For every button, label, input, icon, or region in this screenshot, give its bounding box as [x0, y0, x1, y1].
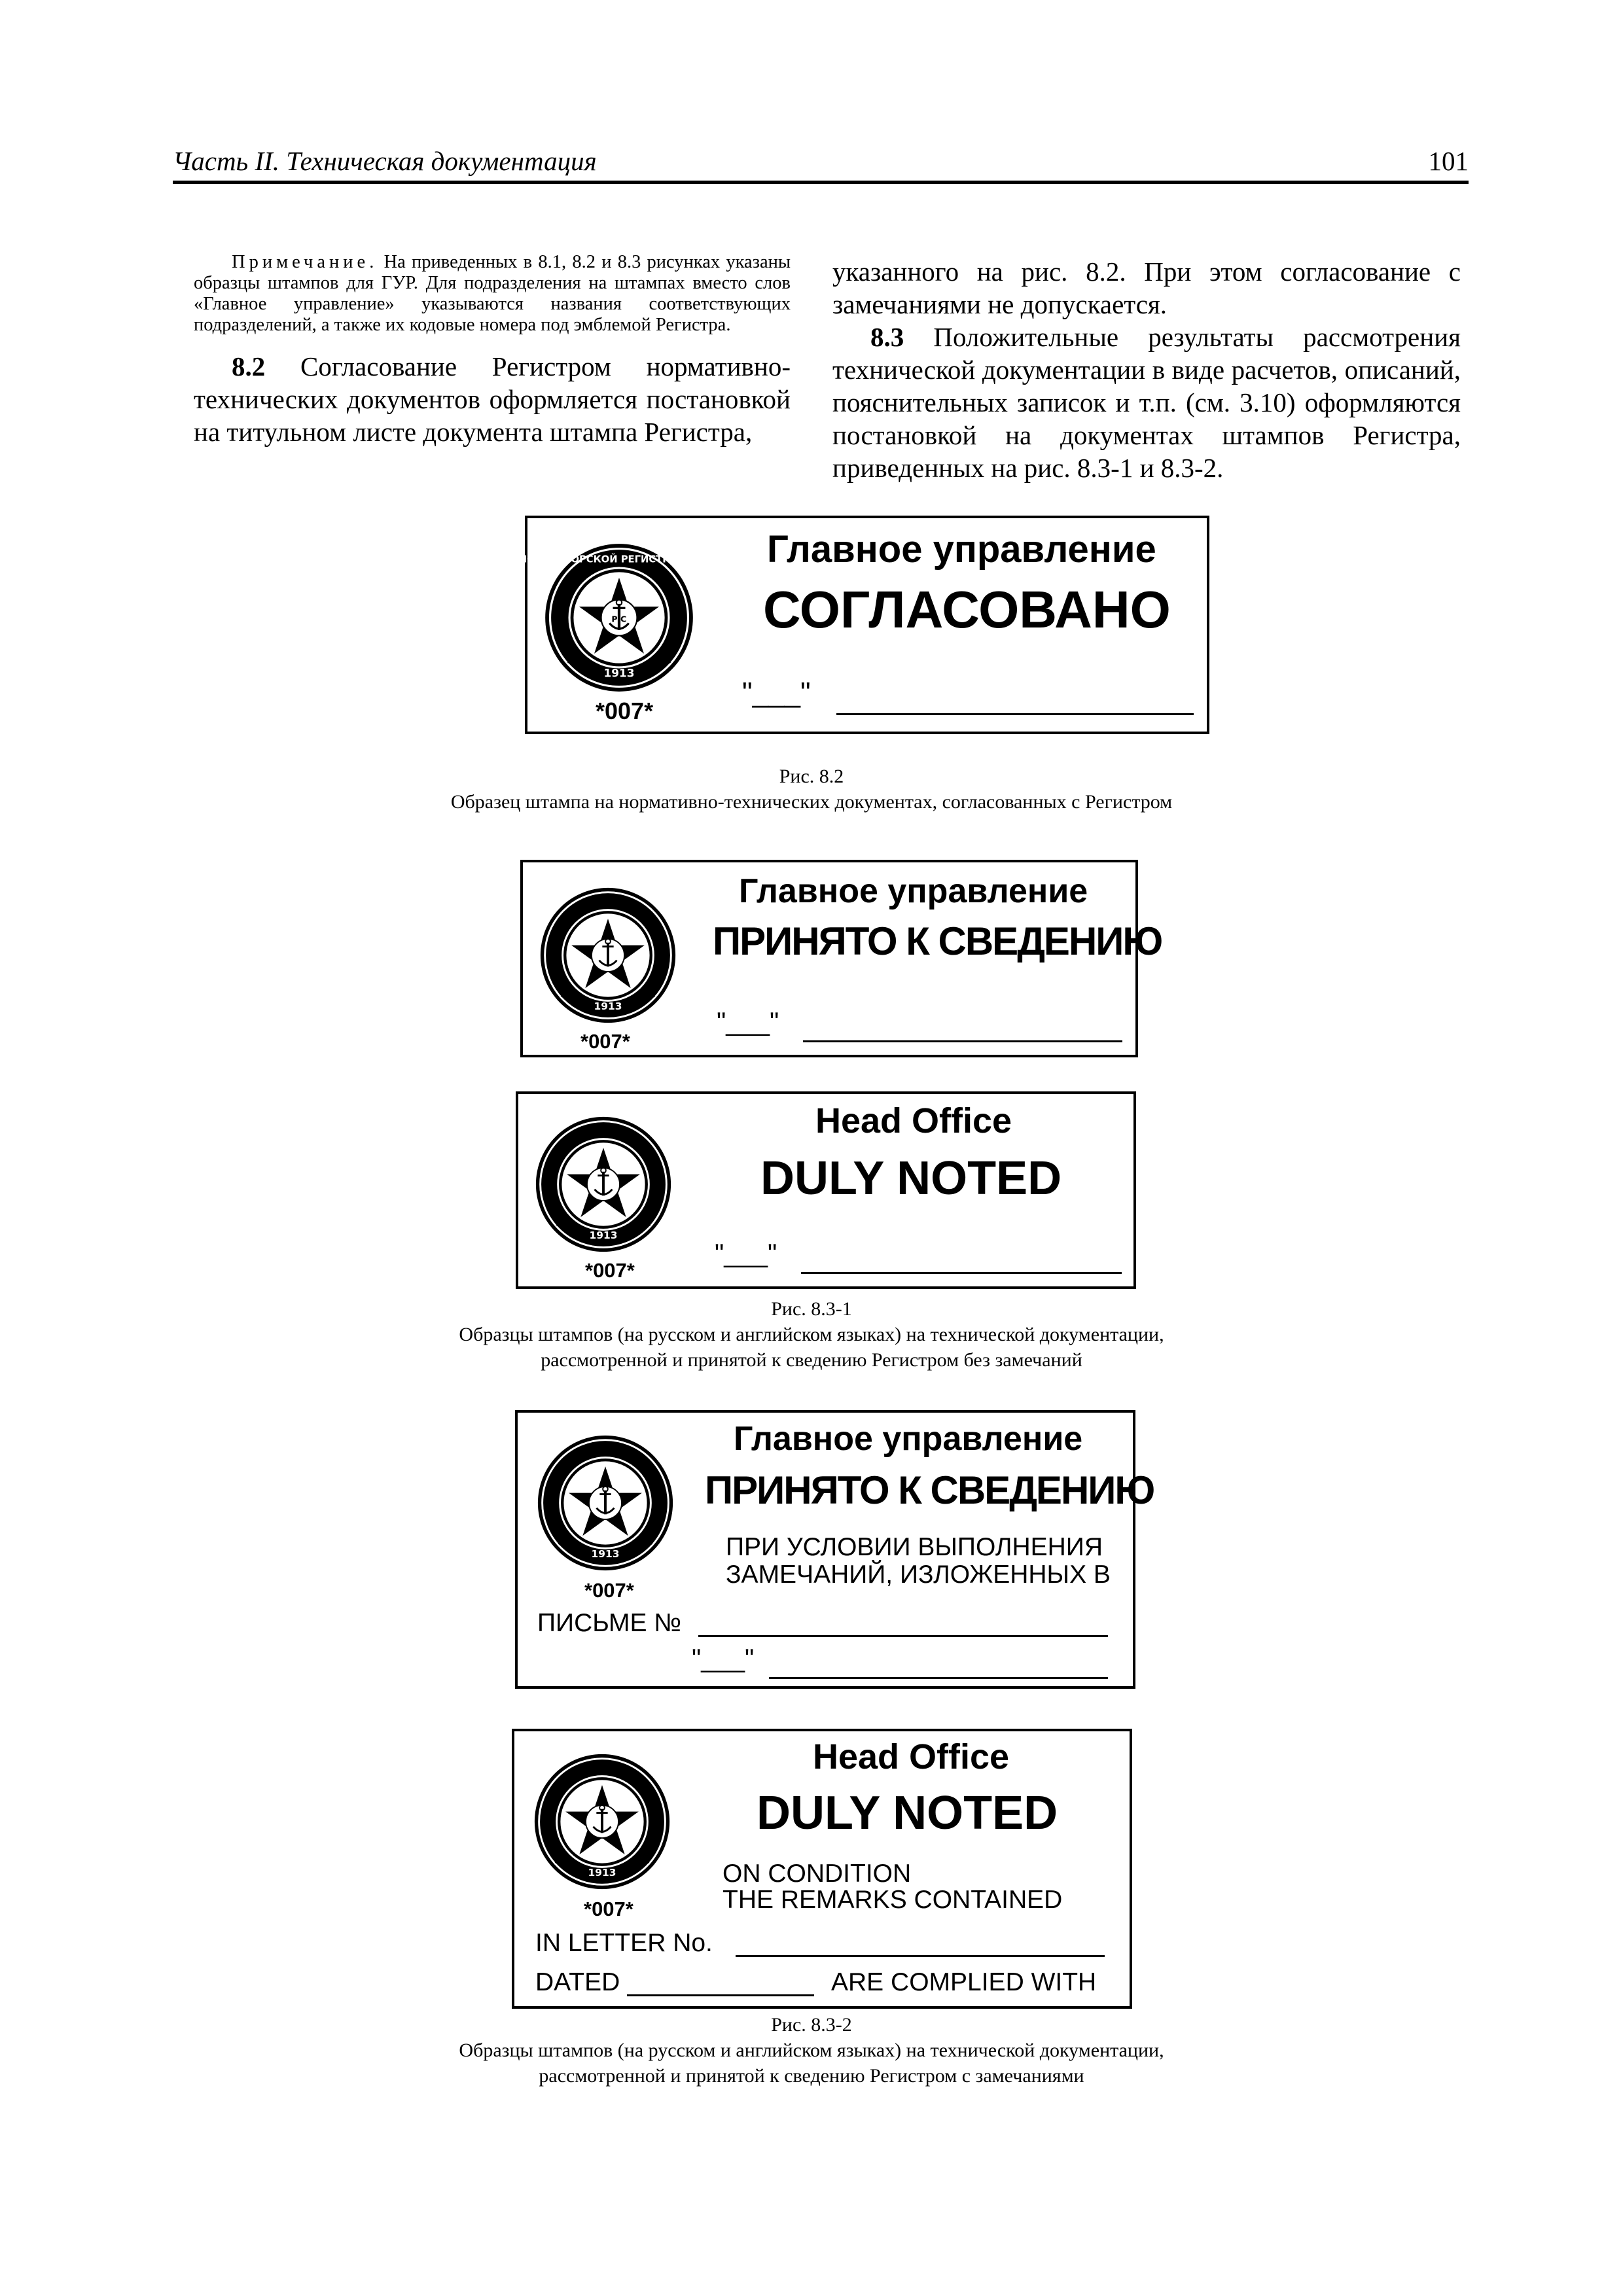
paragraph-8-3-text: Положительные результаты рассмотрения технической документации в виде расчетов, описаний, пояснительных записок и т.п. (см. 3.10) оформляются постановкой на документах штампов Регистра, приведенных на рис. 8.3-1 и 8.3-2.: [832, 322, 1461, 483]
stamp-office-name: Head Office: [815, 1101, 1012, 1140]
signature-line: [836, 713, 1194, 715]
stamp-status: ПРИНЯТО К СВЕДЕНИЮ: [713, 919, 1162, 963]
dated-label: DATED: [535, 1968, 620, 1996]
note-text: На приведенных в 8.1, 8.2 и 8.3 рисунках указаны образцы штампов для ГУР. Для подразделения на штампах вместо слов «Главное управление» указываются названия соответствующих подразделений, а также их кодовые номера под эмблемой Регистра.: [194, 252, 791, 335]
complied-label: ARE COMPLIED WITH: [831, 1968, 1097, 1996]
section-number-8-2: 8.2: [232, 351, 266, 381]
office-code: *007*: [596, 698, 654, 724]
stamp-noted-ru: [520, 860, 1162, 1057]
figure-8-2-number: Рис. 8.2: [779, 766, 844, 787]
note-label: Примечание.: [232, 252, 378, 272]
emblem-year: 1913: [588, 1866, 616, 1879]
stamp-office-name: Главное управление: [734, 1420, 1083, 1458]
section-number-8-3: 8.3: [870, 322, 904, 352]
letter-number-line: [736, 1955, 1105, 1957]
emblem-ring-text: РОССИЙСКИЙ МОРСКОЙ РЕГИСТР СУДОХОДСТВА: [481, 554, 757, 565]
office-code: *007*: [584, 1579, 634, 1602]
stamp-noted-en: [516, 1091, 1136, 1289]
office-code: *007*: [584, 1898, 633, 1920]
letter-number-line: [698, 1635, 1108, 1637]
right-column: [832, 255, 1461, 484]
stamp-status: ПРИНЯТО К СВЕДЕНИЮ: [705, 1468, 1154, 1512]
register-emblem-icon: [534, 1115, 673, 1254]
office-code: *007*: [585, 1259, 635, 1282]
page-header: [173, 140, 1469, 184]
figure-8-3-1-caption-line2: рассмотренной и принятой к сведению Регистром без замечаний: [541, 1349, 1082, 1371]
emblem-letters: Р С: [611, 614, 627, 624]
signature-line: [801, 1272, 1122, 1274]
stamp-status: DULY NOTED: [757, 1787, 1058, 1839]
emblem-year: 1913: [591, 1547, 620, 1560]
stamp-office-name: Главное управление: [739, 872, 1088, 910]
condition-line-2: ЗАМЕЧАНИЙ, ИЗЛОЖЕННЫХ В: [726, 1561, 1111, 1589]
register-emblem-icon: [481, 542, 757, 694]
office-code: *007*: [580, 1030, 630, 1053]
paragraph-8-2-text: Согласование Регистром нормативно-технических документов оформляется постановкой на титульном листе документа штампа Регистра,: [194, 351, 791, 447]
running-title: Часть II. Техническая документация: [173, 146, 597, 176]
date-quotes: "___": [717, 1008, 779, 1036]
stamp-office-name: Head Office: [813, 1737, 1010, 1776]
register-emblem-icon: [539, 886, 677, 1025]
paragraph-8-3: [832, 321, 1461, 484]
register-emblem-icon: [533, 1752, 671, 1891]
condition-line-2: THE REMARKS CONTAINED: [722, 1886, 1063, 1914]
figure-8-3-1-caption-line1: Образцы штампов (на русском и английском языках) на технической документации,: [459, 1324, 1164, 1345]
condition-line-1: ПРИ УСЛОВИИ ВЫПОЛНЕНИЯ: [726, 1533, 1103, 1561]
left-column: [194, 252, 791, 448]
stamp-status: СОГЛАСОВАНО: [763, 580, 1171, 639]
letter-number-label: IN LETTER No.: [535, 1929, 713, 1957]
dated-line: [627, 1994, 814, 1996]
date-quotes: "___": [742, 677, 811, 709]
figure-8-2-caption: Образец штампа на нормативно-технических документах, согласованных с Регистром: [450, 791, 1173, 813]
stamp-office-name: Главное управление: [767, 528, 1156, 571]
signature-line: [803, 1040, 1122, 1042]
figure-8-3-2-caption-line2: рассмотренной и принятой к сведению Регистром с замечаниями: [539, 2065, 1084, 2087]
register-emblem-icon: [536, 1434, 675, 1572]
figure-8-3-2-caption-line1: Образцы штампов (на русском и английском языках) на технической документации,: [459, 2040, 1164, 2061]
signature-line: [769, 1677, 1108, 1679]
date-quotes: "___": [715, 1239, 777, 1268]
paragraph-8-2: [194, 350, 791, 448]
date-quotes: "___": [692, 1644, 755, 1673]
stamp-agreed: [481, 516, 1209, 734]
condition-line-1: ON CONDITION: [722, 1860, 912, 1888]
figure-8-3-2-number: Рис. 8.3-2: [771, 2014, 852, 2036]
emblem-year: 1913: [589, 1229, 618, 1241]
stamp-status: DULY NOTED: [760, 1152, 1062, 1205]
paragraph-8-2-continued: указанного на рис. 8.2. При этом согласование с замечаниями не допускается.: [832, 256, 1461, 319]
stamp-noted-ru-conditional: [515, 1410, 1154, 1689]
letter-number-label: ПИСЬМЕ №: [537, 1609, 682, 1637]
emblem-year: 1913: [594, 1000, 622, 1012]
emblem-year: 1913: [603, 666, 635, 680]
stamp-noted-en-conditional: [512, 1729, 1132, 2009]
figure-8-3-1-number: Рис. 8.3-1: [771, 1298, 852, 1320]
note-paragraph: [194, 252, 791, 336]
page-number: 101: [1428, 146, 1469, 176]
